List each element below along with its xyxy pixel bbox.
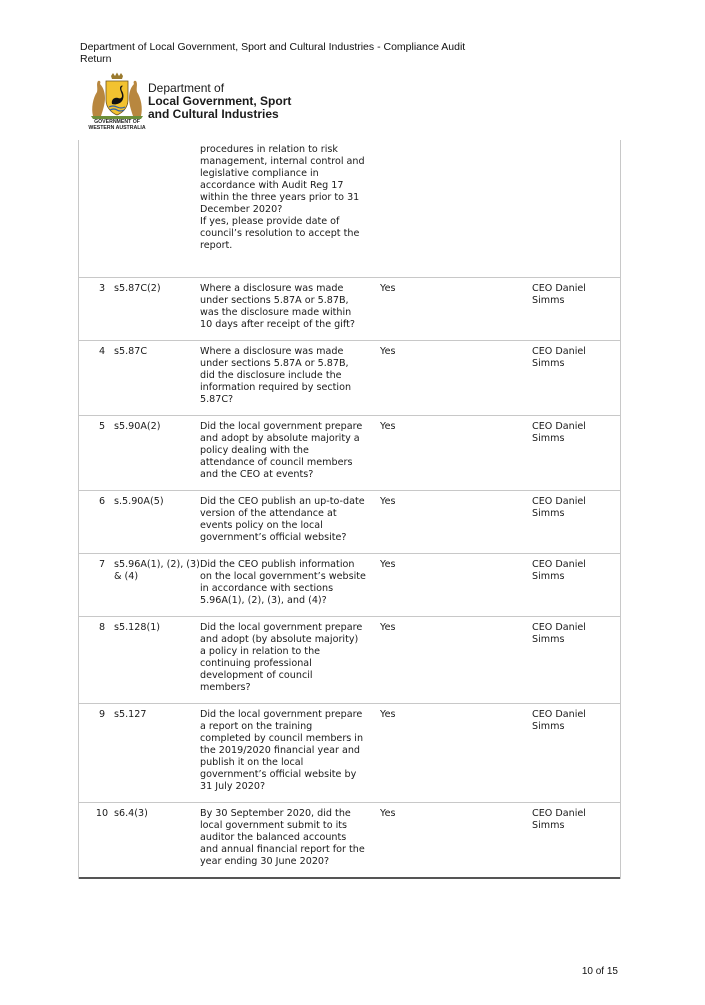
row-respondent: CEO Daniel Simms [532,421,586,444]
row-response: Yes [380,346,396,357]
row-question-cell [200,140,380,278]
department-logo [84,72,324,132]
row-question-cell [200,704,380,803]
table-row-continuation [78,140,621,278]
row-question-cell [200,803,380,879]
row-reference-cell [112,341,200,416]
row-respondent: CEO Daniel Simms [532,283,586,306]
table-left-border [78,140,79,879]
row-respondent: CEO Daniel Simms [532,346,586,369]
department-name-line: Department of [148,81,225,95]
row-question-cell [200,341,380,416]
row-respondent-cell [532,416,621,491]
row-reference: s5.127 [114,709,147,720]
row-number: 10 [95,808,109,819]
row-response: Yes [380,559,396,570]
row-number: 6 [98,496,106,507]
crest-caption-line: GOVERNMENT OF [94,119,140,125]
row-question-text: Where a disclosure was made under sections 5.87A or 5.87B, did the disclosure include the information required by section 5.87C? [200,346,352,405]
page-number: 10 of 15 [581,966,618,977]
row-respondent-cell [532,491,621,554]
row-reference: s5.128(1) [114,622,161,633]
row-number-cell [78,704,112,803]
row-question-text: procedures in relation to risk management, internal control and legislative compliance in accordance with Audit Reg 17 within the three years prior to 31 December 2020? If yes, please provide date of council’s resolution to accept the report. [200,144,365,251]
row-response: Yes [380,709,396,720]
row-response-cell [380,278,532,341]
row-question-text: Did the CEO publish information on the local government’s website in accordance with sections 5.96A(1), (2), (3), and (4)? [200,559,366,606]
row-response-cell [380,704,532,803]
row-reference-cell [112,491,200,554]
row-number: 8 [98,622,106,633]
table-row [78,278,621,341]
crest-caption [84,119,150,131]
row-response: Yes [380,622,396,633]
row-response: Yes [380,283,396,294]
row-reference-cell [112,803,200,879]
row-response: Yes [380,808,396,819]
row-respondent: CEO Daniel Simms [532,808,586,831]
row-question-text: Did the local government prepare and adopt (by absolute majority) a policy in relation to the continuing professional development of council members? [200,622,363,693]
compliance-table-wrapper [78,140,621,879]
row-response-cell [380,416,532,491]
row-number-cell [78,416,112,491]
table-row [78,491,621,554]
row-respondent: CEO Daniel Simms [532,496,586,519]
row-number-cell [78,554,112,617]
row-question-text: Did the local government prepare and adopt by absolute majority a policy dealing with the attendance of council members and the CEO at events? [200,421,363,480]
wa-government-crest-icon [87,72,147,120]
document-header-title: Department of Local Government, Sport and Cultural Industries - Compliance Audit Return [80,41,466,65]
row-respondent: CEO Daniel Simms [532,559,586,582]
row-respondent-cell [532,278,621,341]
row-number-cell [78,803,112,879]
row-reference-cell [112,140,200,278]
row-reference-cell [112,617,200,704]
row-number-cell [78,491,112,554]
crest-caption-line: WESTERN AUSTRALIA [88,125,146,131]
row-reference: s5.96A(1), (2), (3) & (4) [114,559,200,582]
row-number: 9 [98,709,106,720]
row-question-cell [200,617,380,704]
row-respondent-cell [532,803,621,879]
table-row [78,803,621,879]
row-respondent-cell [532,554,621,617]
row-response-cell [380,140,532,278]
row-number: 7 [98,559,106,570]
row-respondent: CEO Daniel Simms [532,622,586,645]
row-reference: s5.90A(2) [114,421,161,432]
row-response-cell [380,803,532,879]
row-reference: s5.87C [114,346,148,357]
row-question-cell [200,416,380,491]
row-response-cell [380,617,532,704]
row-number-cell [78,617,112,704]
row-question-cell [200,278,380,341]
row-reference-cell [112,416,200,491]
row-response: Yes [380,496,396,507]
compliance-audit-table [78,140,621,879]
row-number-cell [78,278,112,341]
row-number: 3 [98,283,106,294]
row-reference: s6.4(3) [114,808,148,819]
row-respondent-cell [532,140,621,278]
row-response-cell [380,341,532,416]
row-respondent-cell [532,617,621,704]
row-response-cell [380,554,532,617]
row-number: 4 [98,346,106,357]
row-response: Yes [380,421,396,432]
row-question-text: By 30 September 2020, did the local government submit to its auditor the balanced accounts and annual financial report for the year ending 30 June 2020? [200,808,365,867]
row-question-text: Where a disclosure was made under sections 5.87A or 5.87B, was the disclosure made within 10 days after receipt of the gift? [200,283,355,330]
department-name [148,82,328,121]
table-row [78,416,621,491]
department-name-line: Local Government, Sport [148,94,292,108]
row-respondent: CEO Daniel Simms [532,709,586,732]
table-row [78,341,621,416]
row-reference-cell [112,278,200,341]
row-respondent-cell [532,341,621,416]
table-row [78,704,621,803]
row-reference-cell [112,554,200,617]
department-name-line: and Cultural Industries [148,107,279,121]
row-question-cell [200,554,380,617]
row-reference-cell [112,704,200,803]
row-number: 5 [98,421,106,432]
table-right-border [620,140,621,879]
row-number-cell [78,341,112,416]
row-question-cell [200,491,380,554]
table-row [78,617,621,704]
table-row [78,554,621,617]
row-reference: s5.87C(2) [114,283,161,294]
row-question-text: Did the local government prepare a report on the training completed by council members in the 2019/2020 financial year and publish it on the local government’s official website by 31 July 2020? [200,709,364,792]
row-question-text: Did the CEO publish an up-to-date version of the attendance at events policy on the local government’s official website? [200,496,365,543]
row-number-cell [78,140,112,278]
row-respondent-cell [532,704,621,803]
row-reference: s.5.90A(5) [114,496,164,507]
row-response-cell [380,491,532,554]
